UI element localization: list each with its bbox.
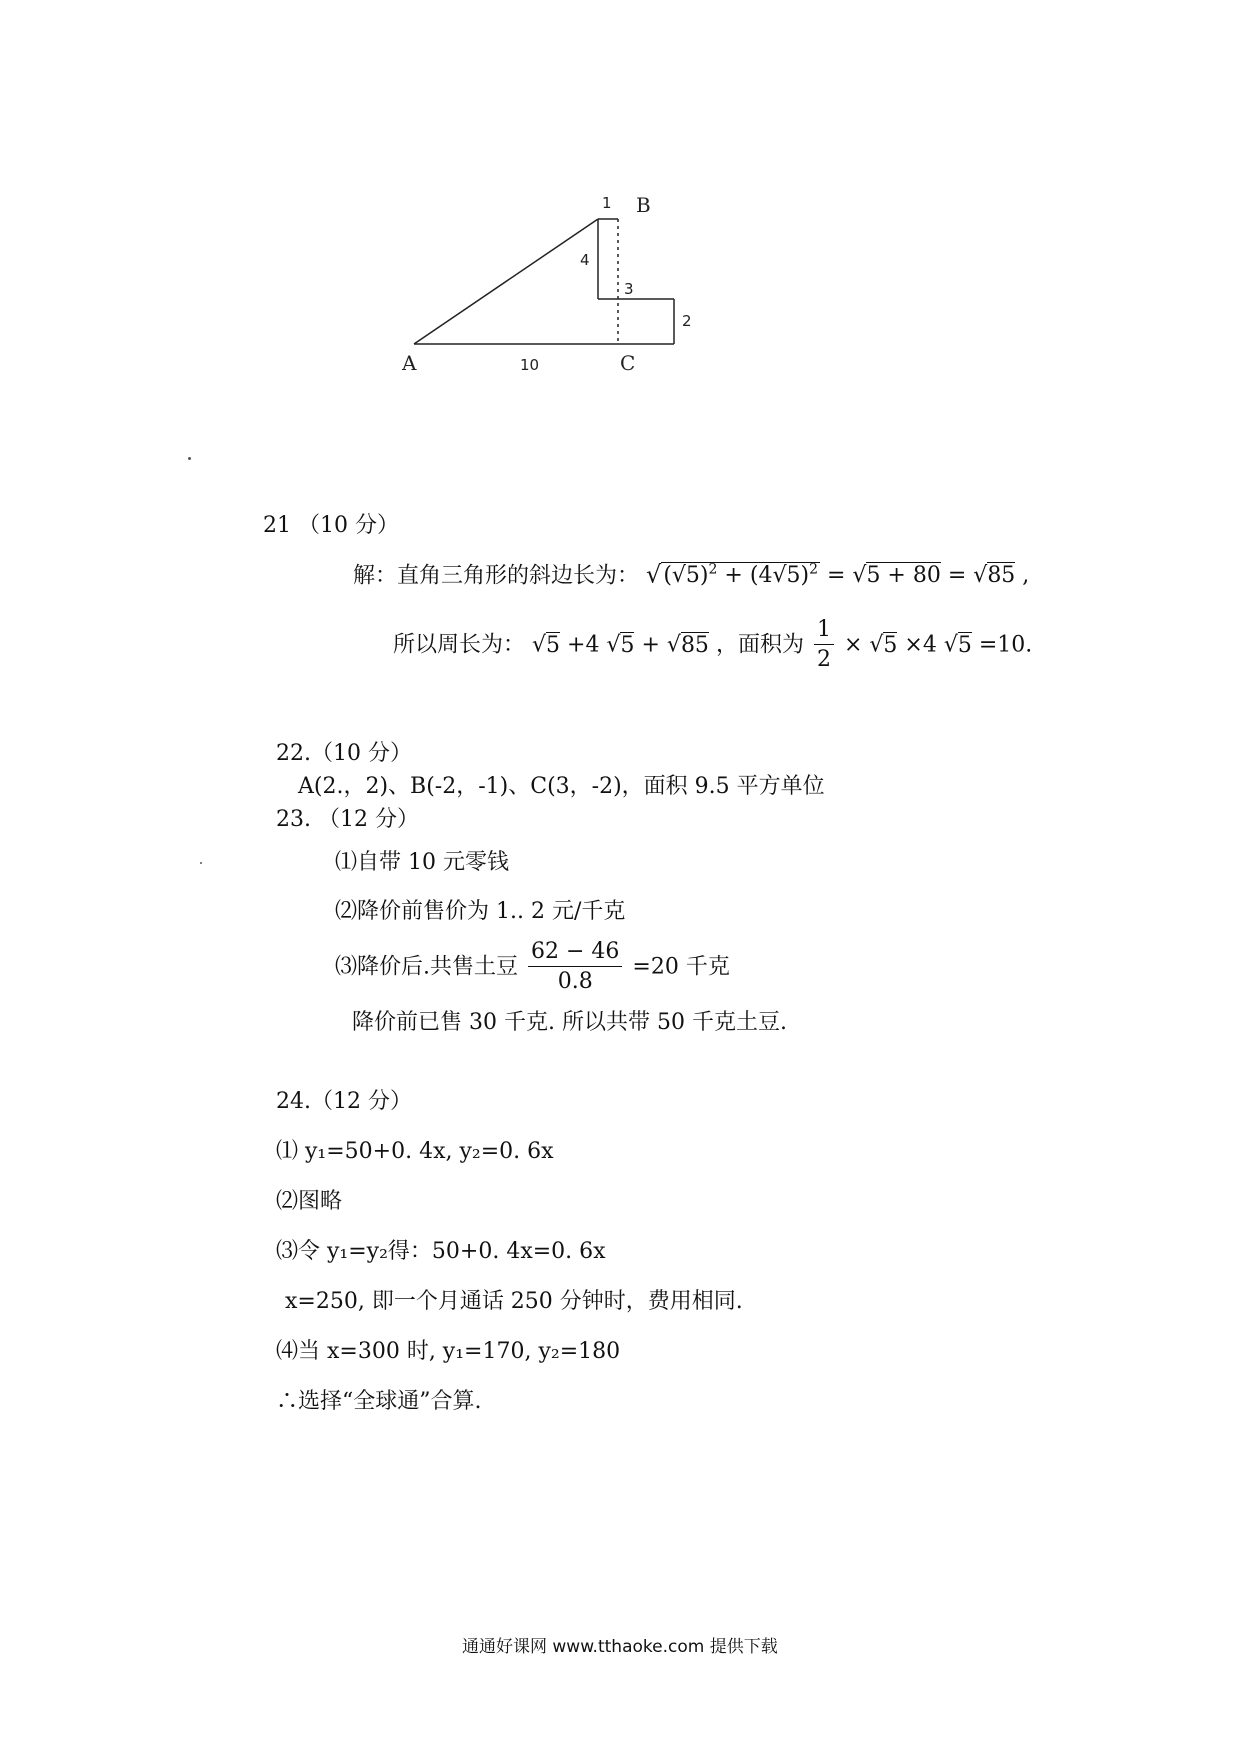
- label-2: 2: [682, 312, 692, 330]
- q23-fraction-denominator: 0.8: [557, 969, 593, 994]
- q21-area-expression: × √5 ×4 √5: [843, 632, 972, 658]
- label-1: 1: [602, 194, 612, 212]
- q24-item3: ⑶令 y₁=y₂得：50+0. 4x=0. 6x: [276, 1239, 606, 1264]
- q21-line2-mid: ，面积为: [715, 632, 804, 658]
- geometry-figure: [380, 160, 740, 400]
- q24-item6: ∴选择“全球通”合算.: [276, 1389, 482, 1414]
- q21-header: 21 （10 分）: [263, 513, 399, 538]
- q23-header: 23. （12 分）: [276, 807, 419, 832]
- q23-item3-prefix: ⑶降价后.共售土豆: [335, 954, 518, 980]
- q21-hypotenuse-expression: $√(√5)^2 + (4√5)^2 = √5 + 80 = √85$ ,: [646, 560, 1030, 589]
- q24-header: 24.（12 分）: [276, 1089, 412, 1114]
- q24-item2: ⑵图略: [276, 1189, 343, 1214]
- q24-item5: ⑷当 x=300 时, y₁=170, y₂=180: [276, 1339, 621, 1364]
- q21-line1-prefix: 解：直角三角形的斜边长为：: [353, 563, 640, 589]
- q23-item3-suffix: =20 千克: [632, 954, 730, 980]
- q21-line2-end: =10.: [978, 632, 1033, 658]
- q24-item1: ⑴ y₁=50+0. 4x, y₂=0. 6x: [276, 1139, 554, 1164]
- q22-answer: A(2.，2)、B(-2，-1)、C(3，-2)，面积 9.5 平方单位: [298, 774, 825, 799]
- q24-item4: x=250, 即一个月通话 250 分钟时，费用相同.: [285, 1289, 743, 1314]
- label-A: A: [402, 351, 417, 375]
- label-3: 3: [624, 280, 634, 298]
- q23-item4: 降价前已售 30 千克. 所以共带 50 千克土豆.: [352, 1010, 787, 1035]
- q23-item1: ⑴自带 10 元零钱: [335, 850, 509, 875]
- label-10: 10: [520, 356, 540, 374]
- q22-header: 22.（10 分）: [276, 741, 412, 766]
- label-4: 4: [580, 251, 590, 269]
- label-B: B: [636, 193, 651, 217]
- stray-mark: [188, 457, 191, 460]
- triangle-diagram: [380, 160, 740, 400]
- q23-fraction: [528, 938, 622, 997]
- q23-fraction-numerator: 62 − 46: [528, 938, 622, 967]
- label-C: C: [620, 351, 636, 375]
- stray-mark: [200, 862, 202, 864]
- q23-item3: [335, 938, 730, 997]
- fraction-one-half: $\frac{1}{2}$: [814, 616, 834, 675]
- footer-credit: 通通好课网 www.tthaoke.com 提供下载: [462, 1637, 778, 1657]
- q21-line2-prefix: 所以周长为：: [393, 632, 526, 658]
- q21-perimeter-expression: √5 +4 √5 + √85: [532, 632, 709, 658]
- q21-line2: [393, 616, 1032, 675]
- q21-line1: [353, 556, 1029, 590]
- q23-item2: ⑵降价前售价为 1.. 2 元/千克: [335, 899, 626, 924]
- hypotenuse-line: [414, 219, 598, 344]
